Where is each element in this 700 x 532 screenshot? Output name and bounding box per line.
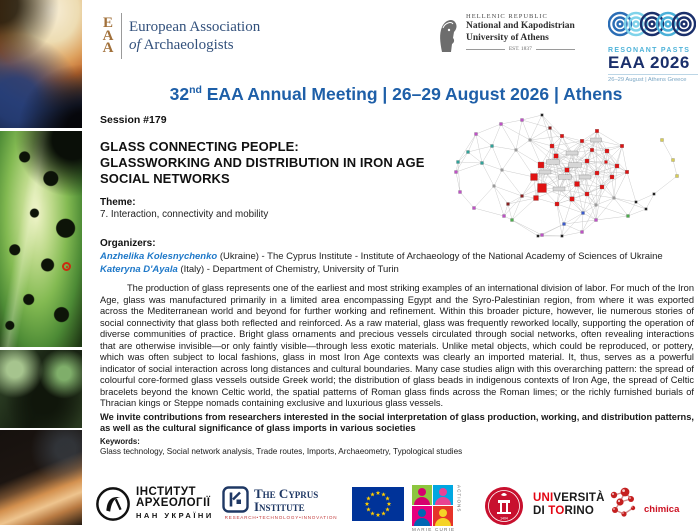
logo-divider [121,13,122,59]
torino-university-seal-icon [484,486,524,531]
target-marker-icon [62,262,71,271]
eaa-association-logo [100,13,260,59]
athens-university-logo [436,13,575,61]
organizer-row: Kateryna D'Ayala (Italy) - Department of Chemistry, University of Turin [100,264,399,275]
chimica-department-logo [606,487,679,521]
marie-curie-grid-icon [412,485,455,526]
theme-label: Theme: [100,197,136,208]
abstract-paragraph: The production of glass represents one of the earliest and most striking examples of an international division of labor. For much of the Iron Age, glass was manufactured primarily in a limited area encompassing Egypt and the Syro-Palestinian region, from where it was exported across the Mediterranean world and beyond for further working and refinement. Within this broader picture, however, lie numerous stories of social connectivity that glass both reflected and reinforced. As a raw material, glass was frequently reworked locally, supporting the operation of diverse communities of practice. Bright glass ornaments and precious vessels circulated through social networks, often revealing interactions that are otherwise invisible—or only faintly visible—through less exotic materials. Unlike metal objects, which could be reproduced, or pottery, which was often subject to local fashions, glass in most Iron Age contexts was clearly an imported material. It, thus, serves as a powerful indicator of social interaction across long distances and cultural boundaries. Many case studies align with this overarching pattern: the spread of colourful core-formed glass vessels outside Greek world; the distribution of glass beads in indigenous contexts of Iron Age, the spread of Celtic bracelets beyond the known Celtic world, the spatial patterns of Roman glass finds across the Roman limes; or the richly furnished burials of Thracian kings or Steppe nomads containing exclusive and luxurious glass vessels. [100,283,694,408]
logo-divider [608,74,698,75]
marie-curie-actions-text: ACTIONS [456,485,462,513]
eaa2026-dates: 26–29 August | Athens Greece [608,77,687,83]
photo-glass-swirl [0,0,82,128]
keywords-label: Keywords: [100,437,140,447]
resonant-rings-icon [608,8,698,45]
athens-logo-text: HELLENIC REPUBLIC National and Kapodistrian University of Athens EST. 1837 [466,13,575,52]
cyprus-institute-logo [222,486,340,520]
ukraine-institute-text: ІНСТИТУТ АРХЕОЛОГІЇ НАН УКРАЇНИ [136,486,214,520]
invitation-text: We invite contributions from researchers interested in the social interpretation of glass production, working, and distribution patterns, as well as the cultural significance of glass imports in various societies [100,411,694,434]
organizer-row: Anzhelika Kolesnychenko (Ukraine) - The Cyprus Institute - Institute of Archaeology of the National Academy of Sciences of Ukraine [100,251,663,262]
chimica-label: chimica [644,504,680,515]
eaa-letters-icon: E A A [102,15,114,57]
page-title: 32nd EAA Annual Meeting | 26–29 August 2026 | Athens [169,84,623,104]
organizers-label: Organizers: [100,238,156,249]
body-column [100,283,694,456]
institute-archaeology-ukraine-logo [95,486,214,522]
theme-text: 7. Interaction, connectivity and mobility [100,209,269,220]
photo-glass-dark-green [0,350,82,428]
ukraine-institute-emblem-icon [95,486,131,522]
cyprus-institute-subtitle: RESEARCH•TECHNOLOGY•INNOVATION [224,515,338,520]
keywords-text: Glass technology, Social network analysis, Trade routes, Imports, Archaeometry, Typological studies [100,447,463,457]
eu-flag-icon [352,487,404,526]
marie-curie-caption: MARIE CURIE [412,527,456,532]
torino-university-text: UNIVERSITÀ DI TORINO [533,492,605,517]
cyprus-institute-glyph-icon [222,486,249,513]
svg-text:1404: 1404 [500,516,508,521]
athena-head-icon [436,16,460,61]
eaa2026-tagline: RESONANT PASTS [608,47,691,54]
organizers-list [100,250,696,276]
photo-glass-orange-band [0,430,82,525]
molecule-icon [606,487,642,521]
cyprus-institute-text: The Cyprus Institute [254,485,319,514]
photo-strip [0,0,82,525]
eaa2026-title: EAA 2026 [608,53,690,72]
session-number: Session #179 [100,114,167,126]
eaa-logo-text: European Association of Archaeologists [129,19,261,53]
network-graph [446,110,696,238]
eaa2026-conference-logo [608,8,698,83]
photo-glass-green [0,131,82,347]
session-title: GLASS CONNECTING PEOPLE: GLASSWORKING AND DISTRIBUTION IN IRON AGE SOCIAL NETWORKS [100,139,425,186]
